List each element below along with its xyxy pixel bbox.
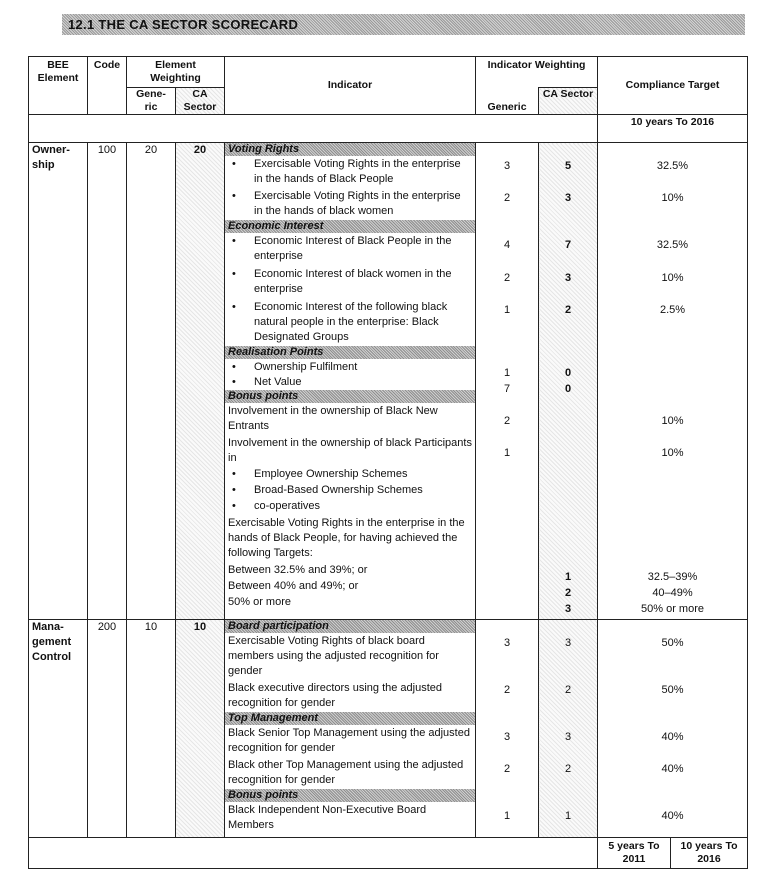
b1-text: Exercisable Voting Rights of black board members using the adjusted recognition for gender [228,635,439,677]
ei1-text: • Economic Interest of Black People in the enterprise [228,234,472,265]
vr2-text: • Exercisable Voting Rights in the enterprise in the hands of black women [228,189,472,220]
bp3-line: Between 32.5% and 39%; or [228,564,368,576]
footer-five-years: 5 years To 2011 [598,838,671,868]
header-indicator-weighting: Indicator Weighting [476,57,598,88]
bonus-points-heading: Bonus points [225,390,475,403]
management-row [29,620,748,838]
mgmt-bonus-heading: Bonus points [225,789,475,802]
management-ind-ca: 3 2 3 2 1 [539,620,598,838]
header-ind-ca-sector: CA Sector [539,88,598,115]
management-ca: 10 [176,620,225,838]
header-compliance-target: Compliance Target [598,57,748,115]
b2-text: Black executive directors using the adjusted recognition for gender [228,682,443,709]
t1-text: Black Senior Top Management using the adjusted recognition for gender [228,727,470,754]
ei2-text: • Economic Interest of black women in the enterprise [228,267,472,298]
vr1-text: • Exercisable Voting Rights in the enterprise in the hands of Black People [228,157,472,188]
bp2-item: • Employee Ownership Schemes [228,467,472,482]
bp2-text: Involvement in the ownership of black Participants in [228,437,472,464]
header-ten-years: 10 years To 2016 [598,115,748,143]
rp2-text: • Net Value [228,375,472,390]
management-targets: 50% 50% 40% 40% 40% [598,620,748,838]
ownership-generic: 20 [127,143,176,620]
bn1-text: Black Independent Non-Executive Board Members [228,804,427,831]
header-indicator: Indicator [225,57,476,115]
page-title: 12.1 THE CA SECTOR SCORECARD [62,14,745,35]
header-row [29,57,748,88]
header-ca-sector: CA Sector [176,88,225,115]
ownership-ca: 20 [176,143,225,620]
header-code: Code [88,57,127,115]
ownership-element: Owner-ship [29,143,88,620]
header-element-weighting: Element Weighting [127,57,225,88]
bp2-item: • co-operatives [228,499,472,514]
rp1-text: • Ownership Fulfilment [228,360,472,375]
bp3-line: 50% or more [228,596,291,608]
top-management-heading: Top Management [225,712,475,725]
ownership-ind-generic: 3 2 4 2 1 1 7 2 1 [476,143,539,620]
management-ind-generic: 3 2 3 2 1 [476,620,539,838]
management-element: Mana-gement Control [29,620,88,838]
board-participation-heading: Board participation [225,620,475,633]
t2-text: Black other Top Management using the adjusted recognition for gender [228,759,464,786]
management-generic: 10 [127,620,176,838]
scorecard-table [28,56,748,869]
ownership-row [29,143,748,620]
bp2-item: • Broad-Based Ownership Schemes [228,483,472,498]
management-code: 200 [88,620,127,838]
footer-row [29,838,748,869]
header-generic: Gene-ric [127,88,176,115]
voting-rights-heading: Voting Rights [225,143,475,156]
bp3-line: Between 40% and 49%; or [228,580,359,592]
economic-interest-heading: Economic Interest [225,220,475,233]
ownership-ind-ca: 5 3 7 3 2 0 0 1 2 3 [539,143,598,620]
bp3-text: Exercisable Voting Rights in the enterprise in the hands of Black People, for having achieved the following Targets: [228,517,465,559]
realisation-points-heading: Realisation Points [225,346,475,359]
ownership-code: 100 [88,143,127,620]
header-ind-generic: Generic [476,88,539,115]
ownership-targets: 32.5% 10% 32.5% 10% 2.5% 10% 10% 32.5–39% 40–49% 50% or more [598,143,748,620]
bp1-text: Involvement in the ownership of Black New Entrants [228,405,438,432]
footer-ten-years: 10 years To 2016 [680,840,738,865]
ownership-indicators [225,143,476,620]
header-bee-element: BEE Element [29,57,88,115]
management-indicators [225,620,476,838]
ei3-text: • Economic Interest of the following black natural people in the enterprise: Black Designated Groups [228,300,472,346]
